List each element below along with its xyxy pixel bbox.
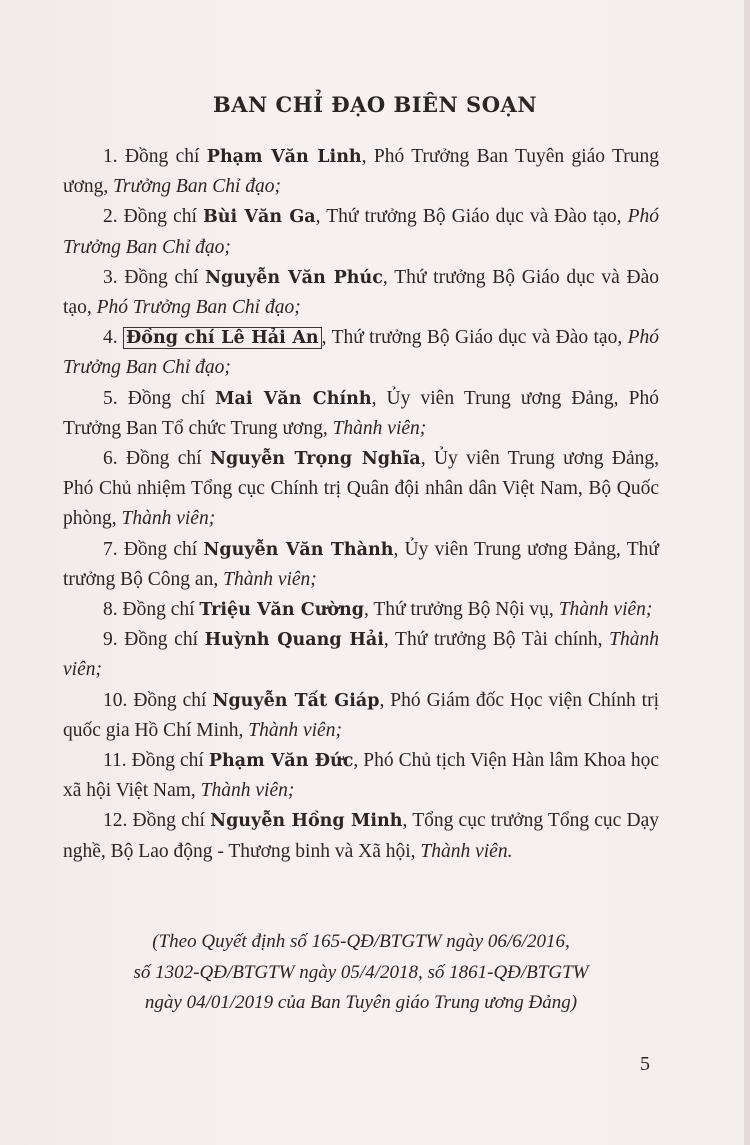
list-item: 2. Đồng chí Bùi Văn Ga, Thứ trưởng Bộ Giáo dục và Đào tạo, Phó Trưởng Ban Chỉ đạo; [63,206,660,258]
member-list [63,142,659,867]
member-name: Phạm Văn Đức [208,751,354,772]
page-title: BAN CHỈ ĐẠO BIÊN SOẠN [212,92,538,117]
list-item: 6. Đồng chí Nguyễn Trọng Nghĩa, Ủy viên Trung ương Đảng, Phó Chủ nhiệm Tổng cục Chính trị Quân đội nhân dân Việt Nam, Bộ Quốc phòng, Thành viên; [63,448,660,530]
member-name: Nguyễn Trọng Nghĩa [209,449,421,470]
page-number: 5 [640,1053,650,1075]
list-item: 1. Đồng chí Phạm Văn Linh, Phó Trưởng Ban Tuyên giáo Trung ương, Trưởng Ban Chỉ đạo; [63,146,660,198]
highlighted-member-name: Đồng chí Lê Hải An [123,327,322,349]
member-role: Thành viên; [63,629,660,681]
member-name: Triệu Văn Cường [199,600,364,621]
member-name: Nguyễn Văn Thành [203,539,394,560]
member-role: Phó Trưởng Ban Chỉ đạo; [63,327,660,379]
member-role: Thành viên; [200,780,295,802]
member-role: Thành viên. [420,840,513,862]
member-name: Nguyễn Tất Giáp [212,690,380,711]
note-line: ngày 04/01/2019 của Ban Tuyên giáo Trung ương Đảng) [144,992,578,1013]
member-role: Phó Trưởng Ban Chỉ đạo; [63,206,660,258]
note-line: (Theo Quyết định số 165-QĐ/BTGTW ngày 06/6/2016, [152,931,570,952]
member-name: Nguyễn Văn Phúc [205,267,383,288]
list-item: 11. Đồng chí Phạm Văn Đức, Phó Chủ tịch Viện Hàn lâm Khoa học xã hội Việt Nam, Thành viên; [63,750,659,802]
member-role: Trưởng Ban Chỉ đạo; [113,176,281,198]
member-name: Phạm Văn Linh [206,147,362,167]
page-edge [744,0,750,1145]
member-role: Thành viên; [248,719,342,741]
member-name: Bùi Văn Ga [202,207,316,228]
member-name: Mai Văn Chính [215,388,372,409]
list-item: 3. Đồng chí Nguyễn Văn Phúc, Thứ trưởng Bộ Giáo dục và Đào tạo, Phó Trưởng Ban Chỉ đạo; [63,266,659,319]
member-role: Phó Trưởng Ban Chỉ đạo; [96,297,301,319]
member-role: Thành viên; [332,417,427,439]
note-line: số 1302-QĐ/BTGTW ngày 05/4/2018, số 1861-QĐ/BTGTW [133,961,589,983]
list-item: 9. Đồng chí Huỳnh Quang Hải, Thứ trưởng Bộ Tài chính, Thành viên; [63,629,660,681]
list-item: 5. Đồng chí Mai Văn Chính, Ủy viên Trung ương Đảng, Phó Trưởng Ban Tổ chức Trung ương, Thành viên; [63,387,659,439]
member-role: Thành viên; [558,599,653,621]
list-item: 8. Đồng chí Triệu Văn Cường, Thứ trưởng Bộ Nội vụ, Thành viên; [103,599,653,621]
member-name: Huỳnh Quang Hải [204,630,384,651]
member-role: Thành viên; [121,508,216,530]
member-role: Thành viên; [223,568,317,590]
decision-note [63,927,659,1019]
list-item: 4. Đồng chí Lê Hải An , Thứ trưởng Bộ Giáo dục và Đào tạo, Phó Trưởng Ban Chỉ đạo; [63,327,660,379]
list-item: 12. Đồng chí Nguyễn Hồng Minh, Tổng cục trưởng Tổng cục Dạy nghề, Bộ Lao động - Thương binh và Xã hội, Thành viên. [63,810,659,862]
member-name: Nguyễn Hồng Minh [210,811,403,832]
list-item: 10. Đồng chí Nguyễn Tất Giáp, Phó Giám đốc Học viện Chính trị quốc gia Hồ Chí Minh, Thành viên; [63,689,660,741]
list-item: 7. Đồng chí Nguyễn Văn Thành, Ủy viên Trung ương Đảng, Thứ trưởng Bộ Công an, Thành viên; [63,538,659,590]
